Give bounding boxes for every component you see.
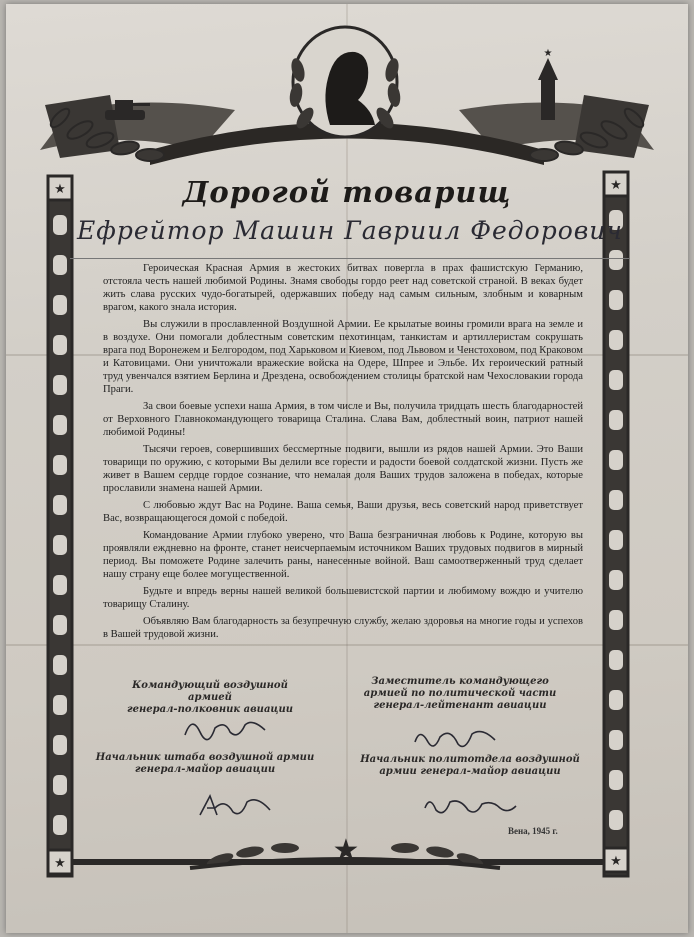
- handwritten-signature: [195, 790, 275, 822]
- signatory-chief-of-staff: Начальник штаба воздушной армии генерал-майор авиации: [95, 752, 315, 775]
- place-date: Вена, 1945 г.: [508, 826, 558, 836]
- letter-paragraph: Будьте и впредь верны нашей великой большевистской партии и любимому вождю и учителю товарищу Сталину.: [103, 586, 583, 610]
- letter-paragraph: С любовью ждут Вас на Родине. Ваша семья, Ваши друзья, весь советский народ приветствует Вас, возвращающегося домой с победой.: [103, 500, 583, 524]
- star-icon: ★: [332, 833, 360, 868]
- letter-paragraph: Героическая Красная Армия в жестоких битвах повергла в прах фашистскую Германию, отстояла честь нашей любимой Родины. Знамя свободы гордо реет над советской страной. В веках будет жить слава русских чудо-богатырей, одержавших победу над самым сильным, злобным и коварным врагом, какого знала история.: [103, 263, 583, 313]
- signatory-commander: Командующий воздушной армией генерал-полковник авиации: [126, 680, 294, 715]
- star-icon: ★: [610, 854, 622, 869]
- signatory-political-head: Начальник политотдела воздушной армии генерал-майор авиации: [360, 754, 580, 777]
- letter-paragraph: Тысячи героев, совершивших бессмертные подвиги, вышли из рядов нашей Армии. Это Ваши товарищи по оружию, с которыми Вы делили все горести и радости боевой солдатской жизни. Пусть же живет в Вашем сердце гордое сознание, что немалая доля Ваших трудов заложена в победах, которые прославили знамена нашей Армии.: [103, 444, 583, 494]
- footer-decoration: [0, 820, 694, 937]
- recipient-underline: [70, 258, 630, 259]
- star-icon: ★: [54, 182, 66, 197]
- svg-text:★: ★: [543, 48, 553, 59]
- letter-paragraph: Командование Армии глубоко уверено, что Ваша безграничная любовь к Родине, которую вы проявляли еждневно на фронте, станет неисчерпаемым источником Ваших трудовых подвигов в мирный период. Вы поможете Родине залечить раны, нанесенные войной. Ваш самоотверженный труд сделает нашу страну еще более могущественной.: [103, 530, 583, 580]
- recipient-name: Ефрейтор Машин Гавриил Федорович: [77, 216, 623, 245]
- letter-body: [103, 262, 583, 645]
- star-icon: ★: [610, 178, 622, 193]
- page-title: Дорогой товарищ: [182, 175, 512, 209]
- signatory-deputy: Заместитель командующего армией по политической части генерал-лейтенант авиации: [363, 676, 557, 711]
- letter-paragraph: Объявляю Вам благодарность за безупречную службу, желаю здоровья на многие годы и успехов в Вашей трудовой жизни.: [103, 616, 583, 640]
- letter-paragraph: Вы служили в прославленной Воздушной Армии. Ее крылатые воины громили врага на земле и в воздухе. Они помогали доблестным советским пехотинцам, танкистам и артиллеристам сокрушать врага под Воронежем и Белгородом, под Харьковом и Киевом, под Львовом и Ченстоховом, под Краковом и Катовицами. Они уничтожали вражеские войска на Одере, Шпрее и Эльбе. Их героический ратный труд увенчался взятием Берлина и Дрездена, освобождением столицы братской нам Чехословакии города Праги.: [103, 319, 583, 395]
- handwritten-signature: [420, 790, 520, 820]
- star-icon: ★: [54, 856, 66, 871]
- handwritten-signature: [180, 710, 270, 746]
- handwritten-signature: [410, 722, 500, 758]
- letter-paragraph: За свои боевые успехи наша Армия, в том числе и Вы, получила тридцать шесть благодарностей от Верховного Главнокомандующего товарища Сталина. Слава Вам, доблестный воин, патриот нашей любимой Родины!: [103, 401, 583, 438]
